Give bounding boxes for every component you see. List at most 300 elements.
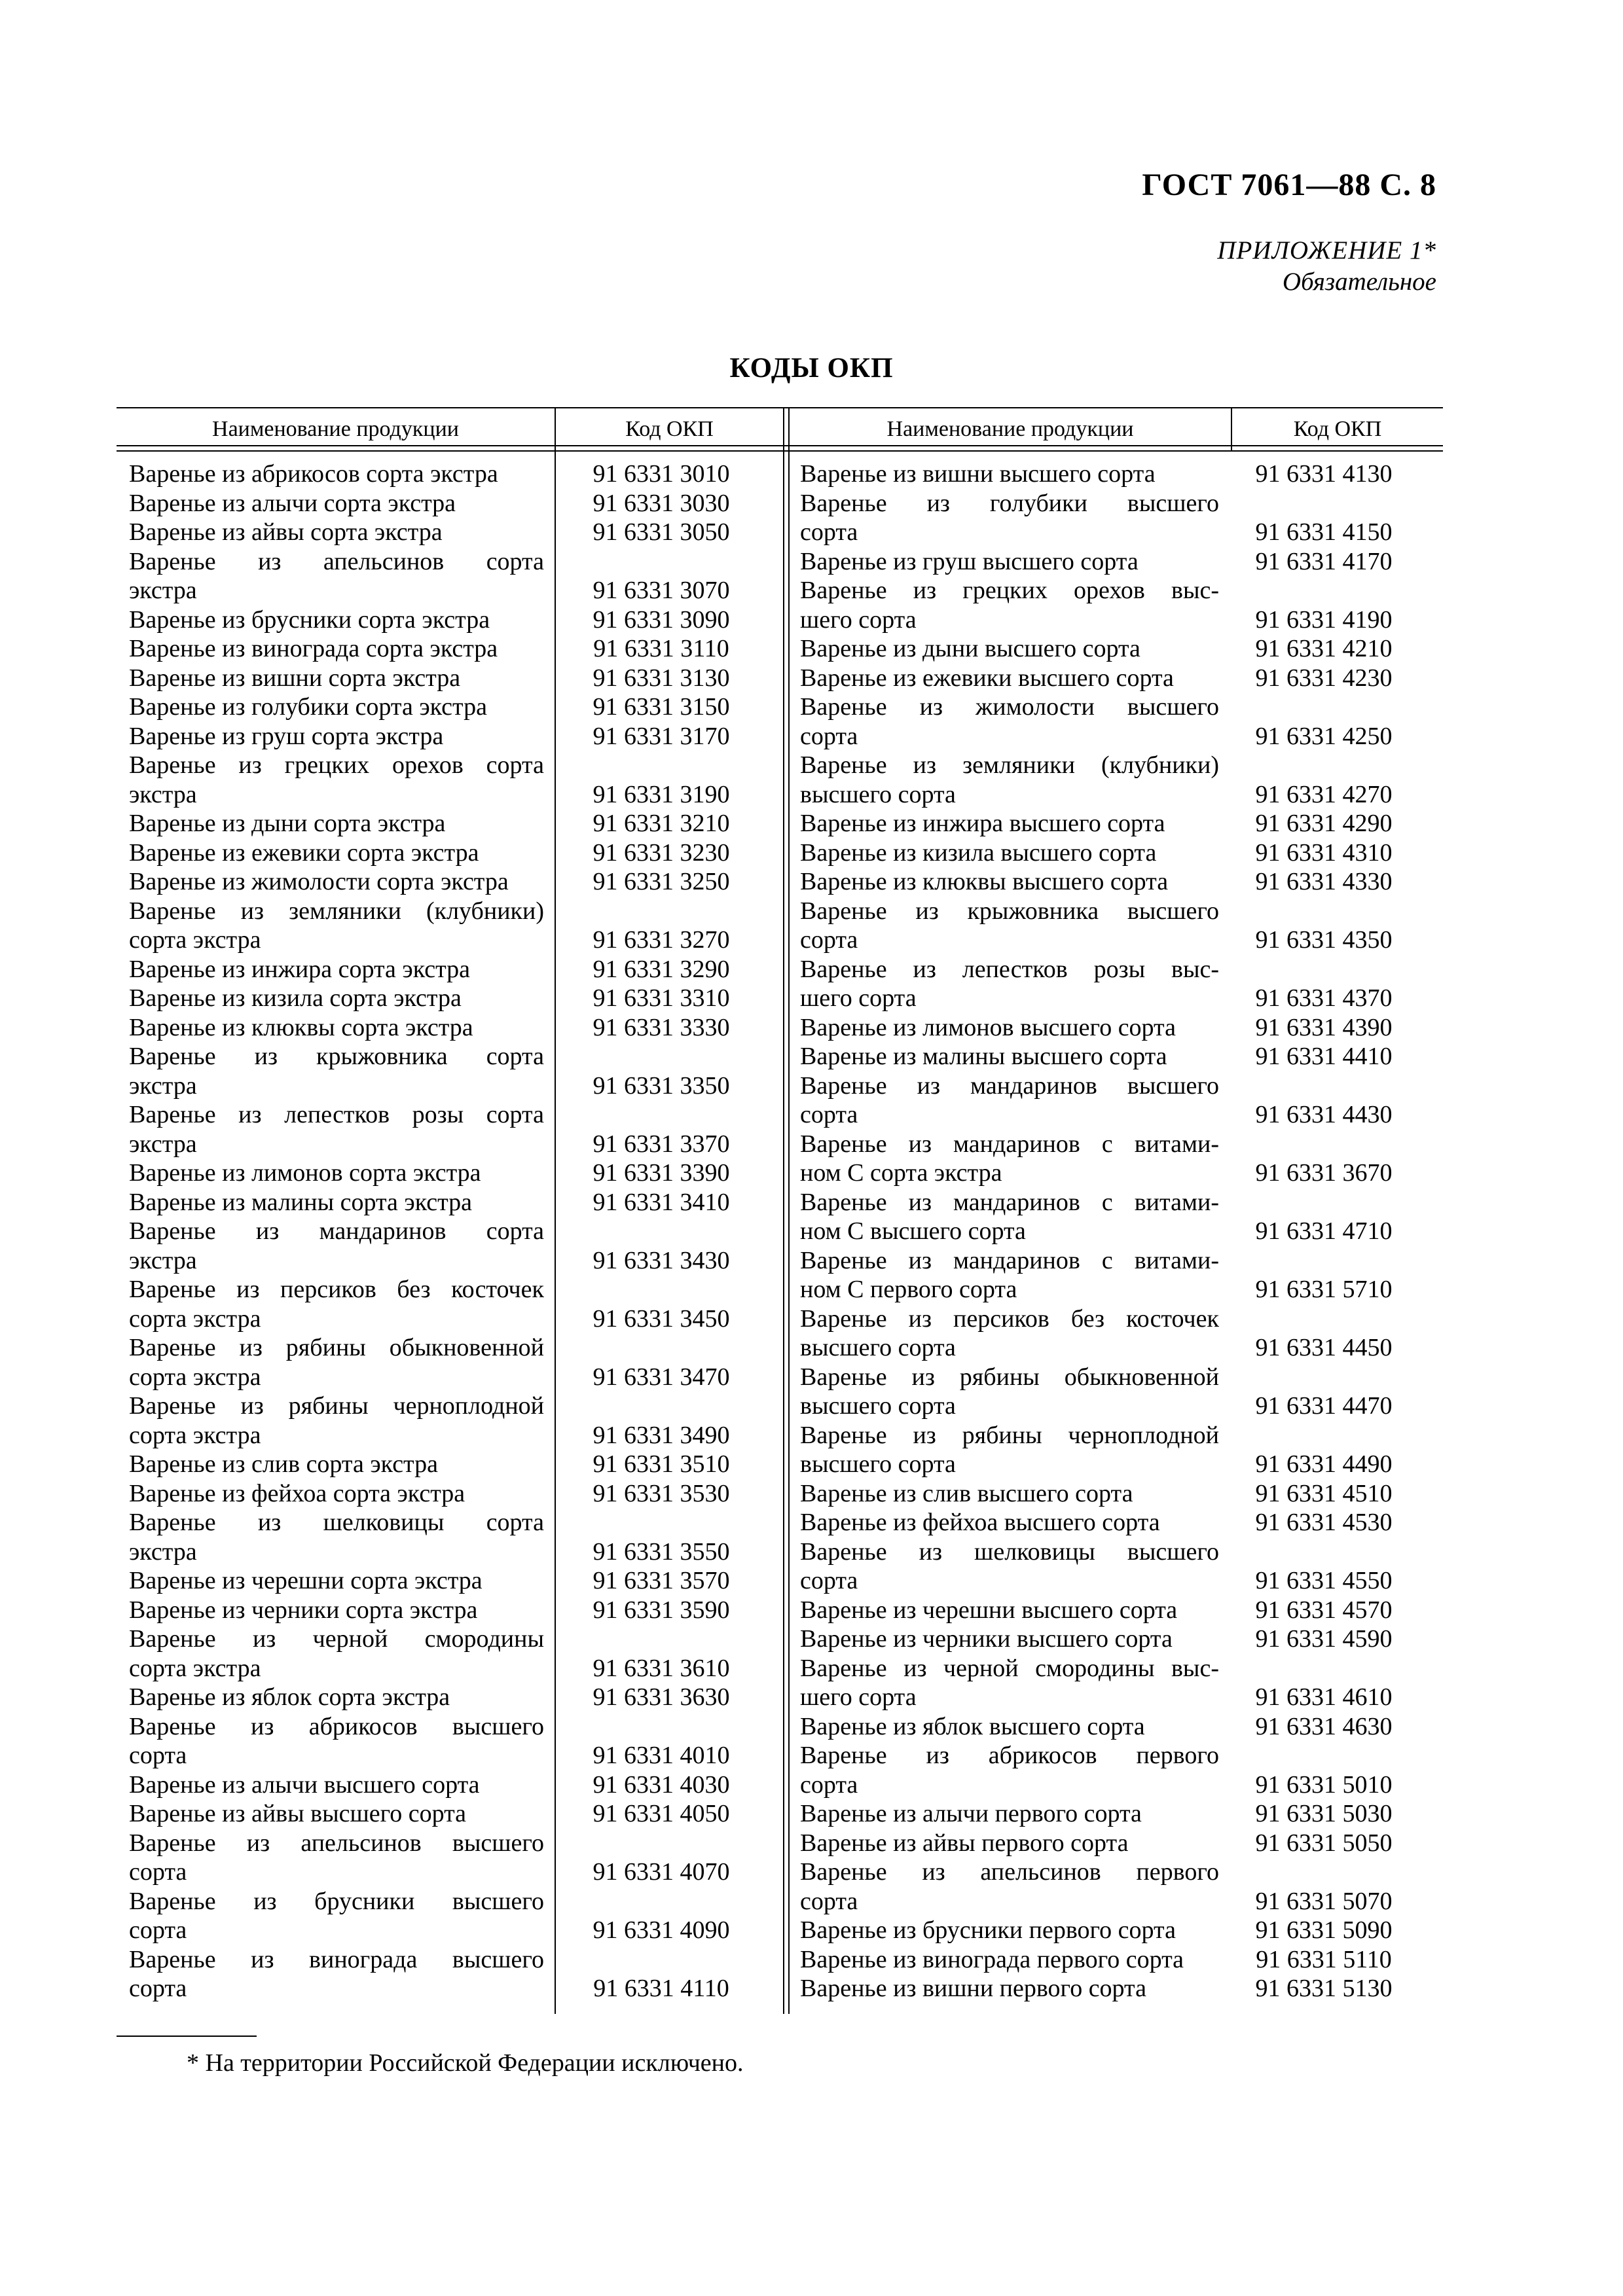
product-name: Варенье из алычи сорта экстра <box>129 489 456 517</box>
table-row <box>800 1391 1429 1421</box>
okp-code: 91 6331 4510 <box>1255 1479 1393 1507</box>
product-name: ном С первого сорта <box>800 1276 1017 1303</box>
okp-code: 91 6331 3450 <box>593 1304 730 1333</box>
table-row <box>800 1945 1429 1975</box>
table-row <box>800 605 1429 635</box>
product-name: экстра <box>129 1130 197 1158</box>
table-row <box>129 634 778 664</box>
okp-code: 91 6331 4230 <box>1255 664 1393 692</box>
okp-code: 91 6331 4430 <box>1255 1101 1393 1128</box>
okp-code: 91 6331 3270 <box>593 926 730 954</box>
product-name: Варенье из персиков без косточек <box>129 1276 544 1303</box>
okp-code: 91 6331 3110 <box>593 635 729 662</box>
table-row <box>800 664 1429 693</box>
okp-code: 91 6331 4570 <box>1255 1596 1393 1624</box>
okp-code: 91 6331 5030 <box>1255 1800 1393 1827</box>
product-name: Варенье из апельсинов высшего <box>129 1829 544 1857</box>
table-row <box>800 751 1429 780</box>
table-row <box>800 955 1429 984</box>
product-name: Варенье из фейхоа сорта экстра <box>129 1479 465 1507</box>
okp-code: 91 6331 4290 <box>1255 810 1393 837</box>
product-name: сорта <box>129 1916 187 1944</box>
table-row <box>129 1683 778 1712</box>
table-row <box>129 809 778 838</box>
okp-code: 91 6331 4490 <box>1255 1450 1393 1478</box>
okp-code: 91 6331 3250 <box>593 868 730 895</box>
product-name: шего сорта <box>800 1683 917 1711</box>
okp-code: 91 6331 4050 <box>593 1800 730 1827</box>
product-name: Варенье из абрикосов сорта экстра <box>129 460 498 488</box>
table-row <box>129 1363 778 1392</box>
footnote: * На территории Российской Федерации исключено. <box>187 2049 744 2077</box>
product-name: Варенье из лимонов сорта экстра <box>129 1159 481 1187</box>
okp-code: 91 6331 3610 <box>593 1654 730 1682</box>
table-row <box>129 1217 778 1246</box>
table-row <box>129 1042 778 1071</box>
table-row <box>129 1391 778 1421</box>
product-name: Варенье из рябины обыкновенной <box>800 1363 1219 1391</box>
table-top-rule <box>117 407 1443 408</box>
product-name: Варенье из айвы сорта экстра <box>129 518 443 546</box>
product-name: Варенье из винограда высшего <box>129 1945 544 1973</box>
okp-code: 91 6331 3130 <box>593 664 730 692</box>
okp-code: 91 6331 4030 <box>593 1770 730 1799</box>
okp-code: 91 6331 3010 <box>593 460 730 488</box>
table-row <box>129 1013 778 1043</box>
okp-code: 91 6331 3170 <box>593 722 730 750</box>
product-name: Варенье из мандаринов с витами- <box>800 1188 1219 1216</box>
okp-code: 91 6331 5130 <box>1255 1975 1393 2002</box>
product-name: Варенье из дыни высшего сорта <box>800 635 1140 662</box>
table-row <box>129 576 778 605</box>
product-name: Варенье из абрикосов высшего <box>129 1712 544 1740</box>
okp-code: 91 6331 3510 <box>593 1450 730 1478</box>
product-name: Варенье из персиков без косточек <box>800 1304 1219 1333</box>
product-name: Варенье из шелковицы высшего <box>800 1537 1219 1566</box>
table-row <box>800 838 1429 868</box>
product-name: Варенье из грецких орехов сорта <box>129 751 544 779</box>
okp-code: 91 6331 3150 <box>593 693 730 721</box>
product-name: Варенье из абрикосов первого <box>800 1742 1219 1769</box>
okp-code: 91 6331 3210 <box>593 810 730 837</box>
table-row <box>800 1741 1429 1770</box>
table-row <box>800 1450 1429 1479</box>
product-name: Варенье из дыни сорта экстра <box>129 810 446 837</box>
product-name: сорта <box>129 1742 187 1769</box>
product-name: Варенье из мандаринов с витами- <box>800 1246 1219 1274</box>
table-row <box>129 489 778 518</box>
product-name: Варенье из винограда сорта экстра <box>129 635 498 662</box>
product-name: экстра <box>129 577 197 604</box>
product-name: Варенье из земляники (клубники) <box>800 751 1219 779</box>
product-name: Варенье из слив высшего сорта <box>800 1479 1133 1507</box>
table-row <box>800 984 1429 1013</box>
product-name: Варенье из алычи высшего сорта <box>129 1770 480 1799</box>
okp-code: 91 6331 3630 <box>593 1683 730 1711</box>
product-name: Варенье из слив сорта экстра <box>129 1450 438 1478</box>
product-name: Варенье из черешни высшего сорта <box>800 1596 1178 1624</box>
okp-code: 91 6331 5090 <box>1255 1916 1393 1944</box>
product-name: Варенье из ежевики сорта экстра <box>129 838 479 867</box>
product-name: Варенье из вишни высшего сорта <box>800 460 1156 488</box>
table-row <box>129 1566 778 1596</box>
table-row <box>129 1130 778 1159</box>
table-row <box>129 1741 778 1770</box>
table-row <box>800 634 1429 664</box>
okp-code: 91 6331 3530 <box>593 1479 730 1507</box>
product-name: экстра <box>129 1537 197 1566</box>
okp-code: 91 6331 4210 <box>1255 635 1393 662</box>
table-row <box>800 1042 1429 1071</box>
okp-code: 91 6331 4390 <box>1255 1013 1393 1041</box>
product-name: сорта <box>800 1567 858 1594</box>
product-name: Варенье из черной смородины выс- <box>800 1654 1219 1682</box>
table-row <box>129 1275 778 1304</box>
product-name: Варенье из рябины черноплодной <box>800 1421 1219 1449</box>
product-name: Варенье из инжира высшего сорта <box>800 810 1165 837</box>
table-title: КОДЫ ОКП <box>729 353 894 384</box>
table-row <box>800 1887 1429 1916</box>
table-row <box>129 1158 778 1188</box>
table-row <box>800 1508 1429 1537</box>
product-name: сорта <box>129 1858 187 1886</box>
table-row <box>129 1450 778 1479</box>
table-row <box>129 1304 778 1334</box>
okp-code: 91 6331 4610 <box>1255 1683 1393 1711</box>
table-row <box>800 1683 1429 1712</box>
product-name: сорта <box>800 1887 858 1915</box>
product-name: сорта экстра <box>129 1363 261 1391</box>
table-row <box>800 1100 1429 1130</box>
okp-code: 91 6331 4470 <box>1255 1392 1393 1420</box>
table-row <box>129 1100 778 1130</box>
table-row <box>800 1596 1429 1625</box>
table-row <box>129 955 778 984</box>
table-row <box>129 692 778 722</box>
table-row <box>129 1188 778 1217</box>
product-name: Варенье из черешни сорта экстра <box>129 1567 483 1594</box>
table-row <box>129 1945 778 1975</box>
product-name: ном С высшего сорта <box>800 1217 1026 1245</box>
product-name: Варенье из лимонов высшего сорта <box>800 1013 1176 1041</box>
product-name: Варенье из груш высшего сорта <box>800 547 1139 575</box>
table-row <box>129 605 778 635</box>
okp-code: 91 6331 3370 <box>593 1130 730 1158</box>
okp-code: 91 6331 4530 <box>1255 1509 1393 1536</box>
table-row <box>800 1333 1429 1363</box>
table-row <box>129 1246 778 1276</box>
footnote-separator <box>117 2036 257 2037</box>
okp-code: 91 6331 3550 <box>593 1537 730 1566</box>
okp-code: 91 6331 4630 <box>1255 1712 1393 1740</box>
table-row <box>129 867 778 897</box>
product-name: высшего сорта <box>800 1334 956 1361</box>
product-name: Варенье из брусники первого сорта <box>800 1916 1176 1944</box>
product-name: Варенье из крыжовника сорта <box>129 1043 544 1070</box>
product-name: Варенье из вишни первого сорта <box>800 1975 1146 2002</box>
header-bottom-rule-2 <box>117 450 1443 452</box>
table-row <box>800 809 1429 838</box>
table-row <box>800 1624 1429 1654</box>
table-row <box>800 1304 1429 1334</box>
table-row <box>129 1887 778 1916</box>
table-row <box>800 1916 1429 1945</box>
okp-code: 91 6331 5110 <box>1256 1945 1392 1973</box>
product-name: Варенье из яблок сорта экстра <box>129 1683 450 1711</box>
okp-code: 91 6331 3330 <box>593 1013 730 1041</box>
product-name: Варенье из кизила сорта экстра <box>129 984 462 1012</box>
okp-code: 91 6331 5010 <box>1255 1770 1393 1799</box>
product-name: экстра <box>129 1071 197 1100</box>
table-row <box>800 1712 1429 1742</box>
product-name: Варенье из яблок высшего сорта <box>800 1712 1145 1740</box>
product-name: экстра <box>129 1246 197 1274</box>
okp-code: 91 6331 3470 <box>593 1363 730 1391</box>
product-name: шего сорта <box>800 984 917 1012</box>
table-row <box>800 867 1429 897</box>
okp-code: 91 6331 4450 <box>1255 1334 1393 1361</box>
left-name-column-header: Наименование продукции <box>212 417 459 441</box>
okp-code: 91 6331 3670 <box>1255 1159 1393 1187</box>
document-title: ГОСТ 7061—88 С. 8 <box>1142 168 1436 202</box>
okp-code: 91 6331 4550 <box>1255 1567 1393 1594</box>
okp-code: 91 6331 4710 <box>1255 1217 1393 1245</box>
product-name: сорта <box>800 1101 858 1128</box>
table-row <box>129 547 778 577</box>
product-name: Варенье из груш сорта экстра <box>129 722 444 750</box>
table-row <box>129 518 778 547</box>
table-row <box>129 1624 778 1654</box>
product-name: Варенье из черники сорта экстра <box>129 1596 478 1624</box>
product-name: Варенье из ежевики высшего сорта <box>800 664 1174 692</box>
product-name: сорта экстра <box>129 1654 261 1682</box>
table-row <box>129 664 778 693</box>
table-row <box>800 692 1429 722</box>
okp-code: 91 6331 4130 <box>1255 460 1393 488</box>
table-row <box>129 751 778 780</box>
table-row <box>800 1158 1429 1188</box>
product-name: Варенье из крыжовника высшего <box>800 897 1219 925</box>
okp-code: 91 6331 4190 <box>1255 605 1393 634</box>
okp-code: 91 6331 3430 <box>593 1246 730 1274</box>
table-row <box>800 576 1429 605</box>
product-name: Варенье из винограда первого сорта <box>800 1945 1184 1973</box>
table-row <box>129 1537 778 1567</box>
product-name: Варенье из голубики высшего <box>800 489 1219 517</box>
product-name: Варенье из инжира сорта экстра <box>129 955 471 983</box>
product-name: Варенье из вишни сорта экстра <box>129 664 461 692</box>
table-row <box>800 1188 1429 1217</box>
product-name: Варенье из рябины черноплодной <box>129 1392 544 1420</box>
product-name: экстра <box>129 780 197 808</box>
table-row <box>129 1829 778 1858</box>
table-row <box>129 1799 778 1829</box>
okp-code: 91 6331 4070 <box>593 1858 730 1886</box>
product-name: Варенье из жимолости высшего <box>800 693 1219 721</box>
product-name: сорта <box>800 1770 858 1799</box>
left-code-column-header: Код ОКП <box>625 417 714 441</box>
table-row <box>129 780 778 810</box>
table-row <box>800 1829 1429 1858</box>
product-name: Варенье из кизила высшего сорта <box>800 838 1157 867</box>
table-row <box>800 1654 1429 1683</box>
left-table-body <box>129 459 778 2003</box>
okp-code: 91 6331 4330 <box>1255 868 1393 895</box>
product-name: Варенье из жимолости сорта экстра <box>129 868 509 895</box>
table-row <box>129 1596 778 1625</box>
okp-code: 91 6331 3050 <box>593 518 730 546</box>
table-row <box>800 1421 1429 1450</box>
table-row <box>800 547 1429 577</box>
header-bottom-rule-1 <box>117 445 1443 446</box>
product-name: Варенье из апельсинов первого <box>800 1858 1219 1886</box>
table-row <box>800 1363 1429 1392</box>
okp-code: 91 6331 4150 <box>1255 518 1393 546</box>
table-row <box>129 1508 778 1537</box>
table-row <box>129 1071 778 1101</box>
product-name: Варенье из шелковицы сорта <box>129 1509 544 1536</box>
table-row <box>129 838 778 868</box>
table-row <box>800 780 1429 810</box>
table-row <box>800 722 1429 751</box>
product-name: сорта <box>129 1975 187 2002</box>
okp-code: 91 6331 5050 <box>1255 1829 1393 1857</box>
table-row <box>129 1333 778 1363</box>
okp-code: 91 6331 3570 <box>593 1567 730 1594</box>
product-name: Варенье из мандаринов сорта <box>129 1217 544 1245</box>
okp-code: 91 6331 3390 <box>593 1159 730 1187</box>
right-name-column-header: Наименование продукции <box>886 417 1134 441</box>
table-row <box>129 984 778 1013</box>
table-row <box>800 1130 1429 1159</box>
okp-code: 91 6331 3290 <box>593 955 730 983</box>
okp-code: 91 6331 4250 <box>1255 722 1393 750</box>
okp-code: 91 6331 3590 <box>593 1596 730 1624</box>
table-row <box>800 1071 1429 1101</box>
product-name: Варенье из мандаринов с витами- <box>800 1130 1219 1158</box>
product-name: шего сорта <box>800 605 917 634</box>
table-row <box>129 925 778 955</box>
product-name: высшего сорта <box>800 780 956 808</box>
center-divider-1 <box>783 407 784 2014</box>
product-name: Варенье из клюквы сорта экстра <box>129 1013 473 1041</box>
okp-code: 91 6331 4110 <box>593 1975 729 2002</box>
product-name: Варенье из брусники сорта экстра <box>129 605 490 634</box>
product-name: Варенье из клюквы высшего сорта <box>800 868 1169 895</box>
table-row <box>129 722 778 751</box>
product-name: Варенье из айвы высшего сорта <box>129 1800 467 1827</box>
product-name: Варенье из апельсинов сорта <box>129 547 544 575</box>
product-name: сорта экстра <box>129 1304 261 1333</box>
product-name: Варенье из лепестков розы сорта <box>129 1101 544 1128</box>
product-name: Варенье из лепестков розы выс- <box>800 955 1219 983</box>
table-row <box>800 1770 1429 1800</box>
okp-code: 91 6331 3230 <box>593 838 730 867</box>
table-row <box>129 1974 778 2003</box>
okp-code: 91 6331 4590 <box>1255 1625 1393 1653</box>
product-name: Варенье из грецких орехов выс- <box>800 577 1219 604</box>
okp-code: 91 6331 4410 <box>1255 1043 1393 1070</box>
okp-code: 91 6331 5070 <box>1255 1887 1393 1915</box>
product-name: Варенье из айвы первого сорта <box>800 1829 1129 1857</box>
table-row <box>800 1246 1429 1276</box>
okp-code: 91 6331 4350 <box>1255 926 1393 954</box>
table-row <box>800 1275 1429 1304</box>
table-row <box>129 1770 778 1800</box>
table-row <box>129 1857 778 1887</box>
center-divider-2 <box>788 407 790 2014</box>
okp-code: 91 6331 3310 <box>593 984 730 1012</box>
table-row <box>129 1916 778 1945</box>
okp-code: 91 6331 3030 <box>593 489 730 517</box>
okp-code: 91 6331 3410 <box>593 1188 730 1216</box>
product-name: сорта <box>800 722 858 750</box>
appendix-note: Обязательное <box>1282 268 1436 296</box>
product-name: Варенье из малины сорта экстра <box>129 1188 473 1216</box>
product-name: Варенье из голубики сорта экстра <box>129 693 487 721</box>
okp-code: 91 6331 4370 <box>1255 984 1393 1012</box>
table-row <box>800 1566 1429 1596</box>
okp-code: 91 6331 3090 <box>593 605 730 634</box>
table-row <box>129 1712 778 1742</box>
table-row <box>129 1654 778 1683</box>
table-row <box>800 1537 1429 1567</box>
okp-code: 91 6331 4090 <box>593 1916 730 1944</box>
table-row <box>800 1013 1429 1043</box>
product-name: Варенье из черной смородины <box>129 1625 544 1653</box>
product-name: Варенье из мандаринов высшего <box>800 1071 1219 1100</box>
product-name: Варенье из земляники (клубники) <box>129 897 544 925</box>
table-row <box>129 459 778 489</box>
product-name: Варенье из алычи первого сорта <box>800 1800 1142 1827</box>
table-row <box>129 1421 778 1450</box>
table-row <box>800 459 1429 489</box>
product-name: высшего сорта <box>800 1392 956 1420</box>
okp-code: 91 6331 3350 <box>593 1071 730 1100</box>
table-row <box>800 1857 1429 1887</box>
okp-code: 91 6331 5710 <box>1255 1276 1393 1303</box>
right-code-column-header: Код ОКП <box>1293 417 1382 441</box>
product-name: Варенье из фейхоа высшего сорта <box>800 1509 1160 1536</box>
product-name: сорта <box>800 926 858 954</box>
table-row <box>800 1217 1429 1246</box>
table-row <box>800 925 1429 955</box>
product-name: Варенье из черники высшего сорта <box>800 1625 1173 1653</box>
product-name: сорта экстра <box>129 926 261 954</box>
table-row <box>129 897 778 926</box>
okp-code: 91 6331 4270 <box>1255 780 1393 808</box>
okp-code: 91 6331 4010 <box>593 1742 730 1769</box>
product-name: Варенье из брусники высшего <box>129 1887 544 1915</box>
product-name: ном С сорта экстра <box>800 1159 1002 1187</box>
product-name: сорта <box>800 518 858 546</box>
product-name: Варенье из малины высшего сорта <box>800 1043 1167 1070</box>
appendix-label: ПРИЛОЖЕНИЕ 1* <box>1217 236 1436 264</box>
table-row <box>800 1479 1429 1509</box>
table-row <box>800 489 1429 518</box>
product-name: высшего сорта <box>800 1450 956 1478</box>
table-row <box>800 897 1429 926</box>
okp-code: 91 6331 3490 <box>593 1421 730 1449</box>
table-row <box>800 1974 1429 2003</box>
table-row <box>129 1479 778 1509</box>
product-name: Варенье из рябины обыкновенной <box>129 1334 544 1361</box>
right-table-body <box>800 459 1429 2003</box>
product-name: сорта экстра <box>129 1421 261 1449</box>
table-row <box>800 518 1429 547</box>
okp-code: 91 6331 4310 <box>1255 838 1393 867</box>
okp-code: 91 6331 4170 <box>1255 547 1393 575</box>
